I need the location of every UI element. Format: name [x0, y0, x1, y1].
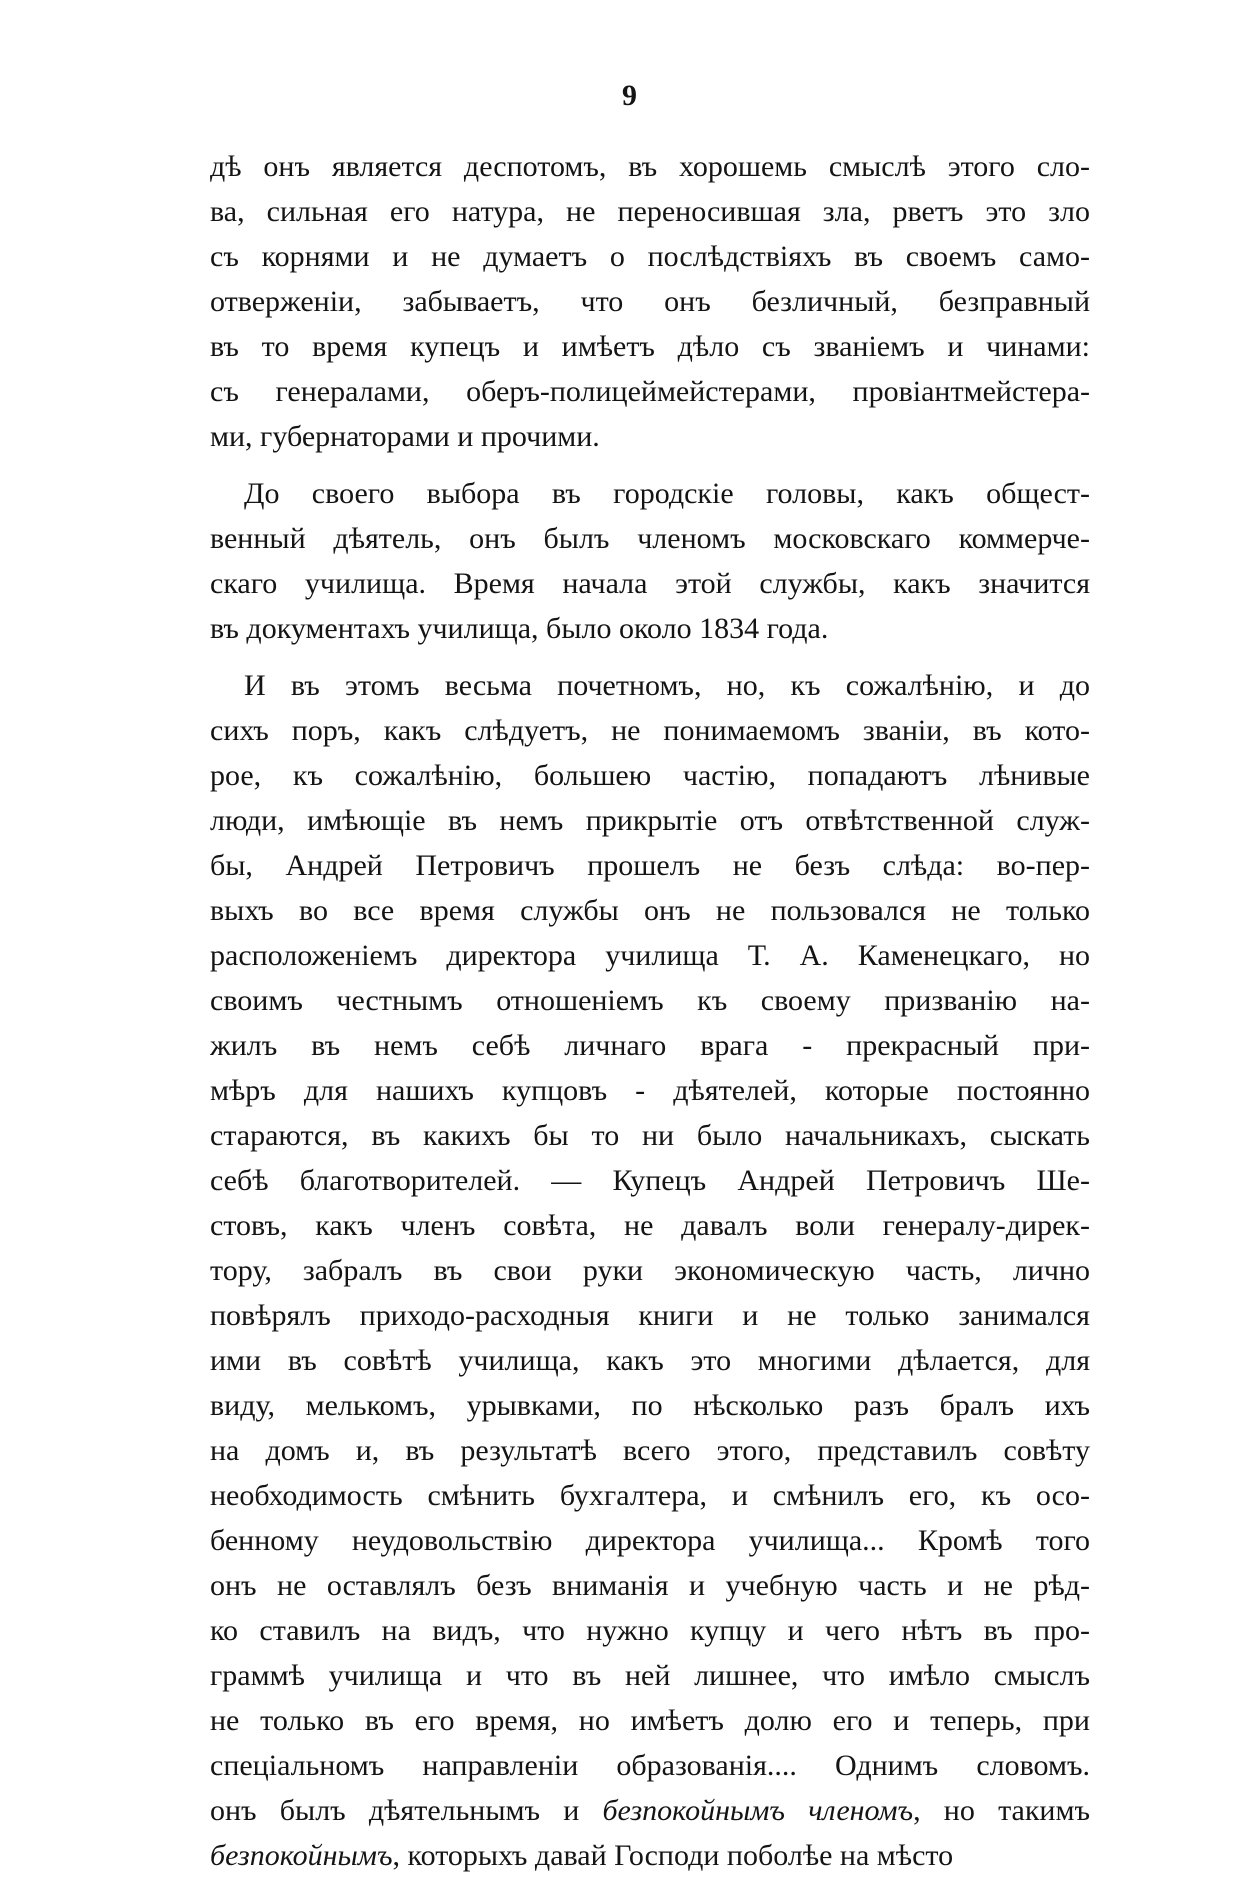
- text-line: [210, 279, 1090, 324]
- text-line: [210, 324, 1090, 369]
- text-line: [210, 888, 1090, 933]
- text-segment: своимъ честнымъ отношеніемъ къ своему призванію на-: [210, 984, 1090, 1017]
- text-line: [210, 1788, 1090, 1833]
- text-segment: онъ былъ дѣятельнымъ и: [210, 1794, 603, 1827]
- text-line: [210, 1473, 1090, 1518]
- text-segment: стовъ, какъ членъ совѣта, не давалъ воли генералу-дирек-: [210, 1209, 1090, 1242]
- text-line: [210, 189, 1090, 234]
- text-line: [210, 1698, 1090, 1743]
- text-segment: тору, забралъ въ свои руки экономическую часть, лично: [210, 1254, 1090, 1287]
- text-segment: выхъ во все время службы онъ не пользовался не только: [210, 894, 1090, 927]
- text-line: [210, 606, 1090, 651]
- text-segment: ва, сильная его натура, не переносившая зла, рветъ это зло: [210, 195, 1090, 228]
- text-segment: виду, мелькомъ, урывками, по нѣсколько разъ бралъ ихъ: [210, 1389, 1090, 1422]
- text-segment: , но такимъ: [913, 1794, 1090, 1827]
- text-line: [210, 843, 1090, 888]
- text-segment: съ корнями и не думаетъ о послѣдствіяхъ въ своемъ само-: [210, 240, 1090, 273]
- text-line: [210, 561, 1090, 606]
- text-line: [210, 933, 1090, 978]
- text-line: [210, 1608, 1090, 1653]
- text-line: [210, 1023, 1090, 1068]
- text-segment: люди, имѣющіе въ немъ прикрытіе отъ отвѣтственной служ-: [210, 804, 1090, 837]
- text-segment: стараются, въ какихъ бы то ни было начальникахъ, сыскать: [210, 1119, 1090, 1152]
- text-line: [210, 1203, 1090, 1248]
- text-segment: повѣрялъ приходо-расходныя книги и не только занимался: [210, 1299, 1090, 1332]
- text-segment: на домъ и, въ результатѣ всего этого, представилъ совѣту: [210, 1434, 1090, 1467]
- text-segment: необходимость смѣнить бухгалтера, и смѣнилъ его, къ осо-: [210, 1479, 1090, 1512]
- body-text: [210, 144, 1090, 1878]
- text-segment: мѣръ для нашихъ купцовъ - дѣятелей, которые постоянно: [210, 1074, 1090, 1107]
- italic-text: безпокойнымъ: [210, 1839, 393, 1872]
- text-segment: не только въ его время, но имѣетъ долю его и теперь, при: [210, 1704, 1090, 1737]
- text-line: [210, 753, 1090, 798]
- text-segment: отверженіи, забываетъ, что онъ безличный, безправный: [210, 285, 1090, 318]
- text-segment: сихъ поръ, какъ слѣдуетъ, не понимаемомъ званіи, въ кото-: [210, 714, 1090, 747]
- text-line: [210, 144, 1090, 189]
- text-segment: ми, губернаторами и прочими.: [210, 420, 600, 453]
- text-segment: ко ставилъ на видъ, что нужно купцу и чего нѣтъ въ про-: [210, 1614, 1090, 1647]
- text-line: [210, 1293, 1090, 1338]
- text-line: [210, 708, 1090, 753]
- text-segment: бенному неудовольствію директора училища... Кромѣ того: [210, 1524, 1090, 1557]
- text-segment: въ то время купецъ и имѣетъ дѣло съ званіемъ и чинами:: [210, 330, 1090, 363]
- text-line: [210, 798, 1090, 843]
- text-segment: , которыхъ давай Господи поболѣе на мѣсто: [392, 1839, 954, 1872]
- text-segment: граммѣ училища и что въ ней лишнее, что имѣло смыслъ: [210, 1659, 1090, 1692]
- text-line: [210, 663, 1090, 708]
- text-line: [210, 1068, 1090, 1113]
- text-line: [210, 414, 1090, 459]
- text-line: [210, 1338, 1090, 1383]
- paragraph: [210, 144, 1090, 459]
- text-line: [210, 471, 1090, 516]
- text-segment: спеціальномъ направленіи образованія.... Однимъ словомъ.: [210, 1749, 1090, 1782]
- text-segment: жилъ въ немъ себѣ личнаго врага - прекрасный при-: [210, 1029, 1090, 1062]
- text-line: [210, 1428, 1090, 1473]
- text-line: [210, 1743, 1090, 1788]
- text-line: [210, 1158, 1090, 1203]
- text-line: [210, 1833, 1090, 1878]
- text-line: [210, 234, 1090, 279]
- text-segment: бы, Андрей Петровичъ прошелъ не безъ слѣда: во-пер-: [210, 849, 1090, 882]
- text-segment: въ документахъ училища, было около 1834 года.: [210, 612, 829, 645]
- text-segment: расположеніемъ директора училища Т. А. Каменецкаго, но: [210, 939, 1090, 972]
- text-segment: себѣ благотворителей. — Купецъ Андрей Петровичъ Ше-: [210, 1164, 1090, 1197]
- text-line: [210, 1383, 1090, 1428]
- text-segment: венный дѣятель, онъ былъ членомъ московскаго коммерче-: [210, 522, 1090, 555]
- text-line: [210, 1653, 1090, 1698]
- italic-text: безпокойнымъ членомъ: [602, 1794, 914, 1827]
- text-segment: дѣ онъ является деспотомъ, въ хорошемь смыслѣ этого сло-: [210, 150, 1090, 183]
- text-line: [210, 978, 1090, 1023]
- text-line: [210, 1563, 1090, 1608]
- text-line: [210, 1248, 1090, 1293]
- page-number: 9: [622, 79, 637, 112]
- paragraph: [210, 471, 1090, 651]
- text-segment: До своего выбора въ городскіе головы, какъ общест-: [244, 477, 1090, 510]
- text-segment: скаго училища. Время начала этой службы, какъ значится: [210, 567, 1090, 600]
- text-segment: И въ этомъ весьма почетномъ, но, къ сожалѣнію, и до: [244, 669, 1090, 702]
- text-segment: съ генералами, оберъ-полицеймейстерами, провіантмейстера-: [210, 375, 1090, 408]
- text-line: [210, 1518, 1090, 1563]
- text-segment: онъ не оставлялъ безъ вниманія и учебную часть и не рѣд-: [210, 1569, 1090, 1602]
- text-line: [210, 369, 1090, 414]
- paragraph: [210, 663, 1090, 1878]
- text-segment: ими въ совѣтѣ училища, какъ это многими дѣлается, для: [210, 1344, 1090, 1377]
- text-line: [210, 1113, 1090, 1158]
- text-segment: рое, къ сожалѣнію, большею частію, попадаютъ лѣнивые: [210, 759, 1090, 792]
- text-line: [210, 516, 1090, 561]
